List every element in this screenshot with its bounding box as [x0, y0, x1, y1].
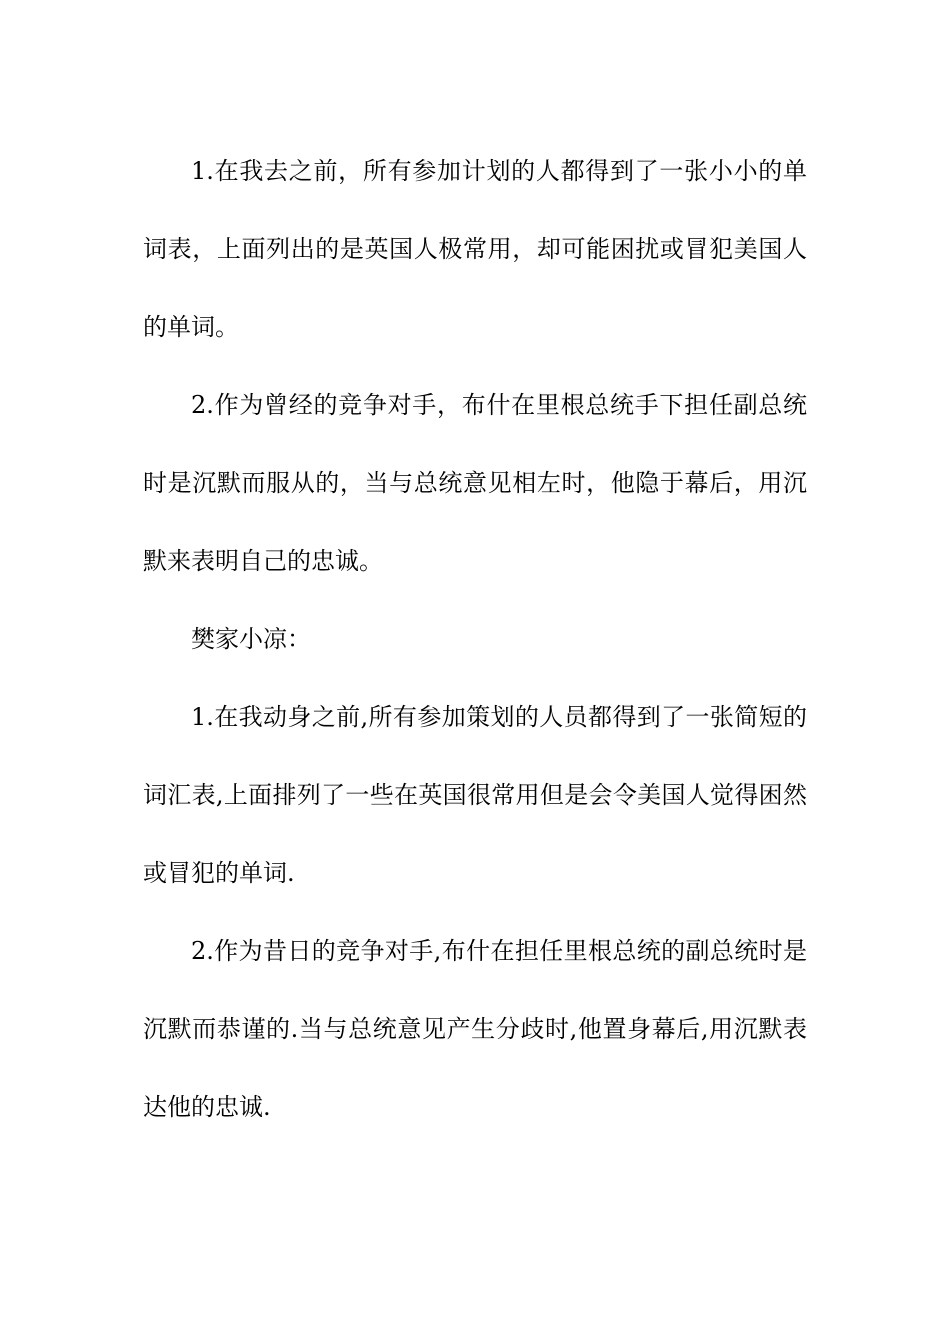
document-body — [143, 132, 807, 1146]
paragraph-3: 1.在我动身之前,所有参加策划的人员都得到了一张简短的词汇表,上面排列了一些在英国很常用但是会令美国人觉得困然或冒犯的单词. — [143, 703, 807, 887]
paragraph-2: 2.作为曾经的竞争对手，布什在里根总统手下担任副总统时是沉默而服从的，当与总统意见相左时，他隐于幕后，用沉默来表明自己的忠诚。 — [143, 391, 807, 575]
author-label: 樊家小凉： — [191, 625, 311, 653]
paragraph-4: 2.作为昔日的竞争对手,布什在担任里根总统的副总统时是沉默而恭谨的.当与总统意见产生分歧时,他置身幕后,用沉默表达他的忠诚. — [143, 937, 807, 1121]
paragraph-1: 1.在我去之前，所有参加计划的人都得到了一张小小的单词表，上面列出的是英国人极常用，却可能困扰或冒犯美国人的单词。 — [143, 157, 807, 341]
